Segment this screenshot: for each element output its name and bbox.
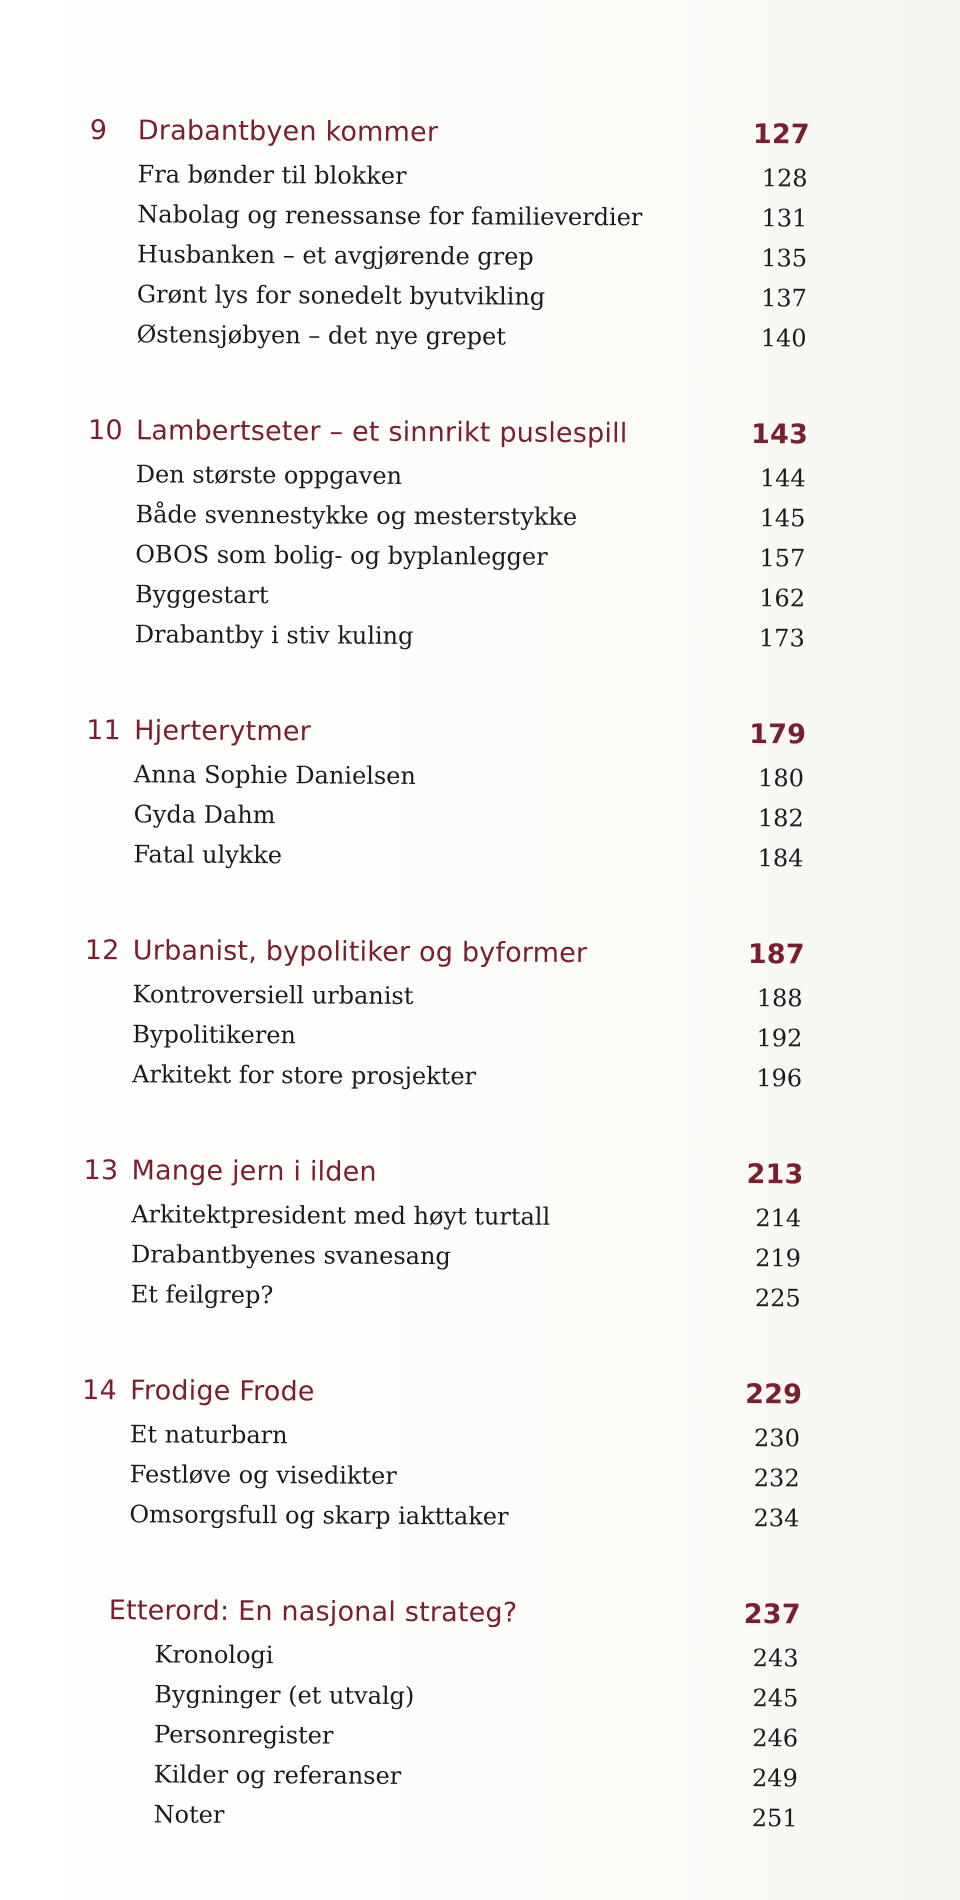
section-page-number: 230 [753,1424,800,1453]
section-page-number: 232 [753,1464,800,1493]
section-title: Et naturbarn [129,1420,288,1450]
section-title: Arkitektpresident med høyt turtall [131,1200,551,1231]
toc-section[interactable] [86,794,806,838]
toc-section[interactable] [82,1414,802,1458]
table-of-contents [79,108,810,1892]
toc-section[interactable] [89,154,809,198]
toc-section[interactable] [84,974,804,1018]
chapter-number: 12 [84,934,120,967]
chapter-number: 14 [82,1374,118,1407]
section-title: Personregister [153,1720,334,1750]
section-title: Byggestart [134,580,269,610]
toc-section[interactable] [80,1634,800,1678]
toc-section[interactable] [82,1454,802,1498]
chapter-heading[interactable] [82,1368,802,1418]
toc-chapter-10 [87,408,808,658]
toc-section[interactable] [83,1194,803,1238]
section-page-number: 234 [753,1504,800,1533]
toc-section[interactable] [83,1234,803,1278]
section-title: Drabantby i stiv kuling [134,620,414,650]
section-page-number: 145 [759,504,806,533]
section-page-number: 180 [758,764,805,793]
toc-chapter-12 [84,928,805,1098]
chapter-page-number: 237 [743,1599,801,1631]
toc-chapter-11 [85,708,806,878]
section-page-number: 140 [760,324,807,353]
section-title: Gyda Dahm [133,800,276,830]
section-title: Bypolitikeren [132,1020,296,1050]
chapter-page-number: 213 [746,1159,804,1191]
section-title: Omsorgsfull og skarp iakttaker [129,1500,509,1531]
toc-section[interactable] [87,494,807,538]
section-title: Kilder og referanser [153,1760,402,1790]
toc-section[interactable] [80,1674,800,1718]
section-title: Kontroversiell urbanist [132,980,414,1010]
section-page-number: 219 [755,1244,802,1273]
section-title: Festløve og visedikter [129,1460,397,1490]
toc-section[interactable] [83,1274,803,1318]
section-title: OBOS som bolig- og byplanlegger [135,540,548,571]
chapter-title: Urbanist, bypolitiker og byformer [132,935,588,970]
section-page-number: 184 [757,844,804,873]
section-page-number: 214 [755,1204,802,1233]
toc-section[interactable] [84,1054,804,1098]
section-title: Både svennestykke og mesterstykke [135,500,578,531]
toc-section[interactable] [84,1014,804,1058]
chapter-number: 9 [89,114,108,147]
toc-section[interactable] [89,234,809,278]
chapter-heading[interactable] [86,708,806,758]
section-page-number: 157 [759,544,806,573]
toc-section[interactable] [80,1754,800,1798]
section-page-number: 243 [752,1644,799,1673]
toc-section[interactable] [85,834,805,878]
toc-section[interactable] [80,1714,800,1758]
section-title: Kronologi [154,1640,274,1670]
toc-chapter-13 [83,1148,804,1318]
section-page-number: 249 [751,1764,798,1793]
chapter-page-number: 229 [745,1379,803,1411]
chapter-title: Etterord: En nasjonal strateg? [108,1595,518,1629]
section-page-number: 251 [751,1804,798,1833]
section-title: Arkitekt for store prosjekter [132,1060,477,1091]
section-title: Husbanken – et avgjørende grep [137,240,534,271]
section-title: Anna Sophie Danielsen [133,760,416,791]
section-page-number: 173 [758,624,805,653]
section-page-number: 188 [756,984,803,1013]
toc-afterword [79,1588,800,1838]
section-page-number: 162 [759,584,806,613]
chapter-title: Mange jern i ilden [131,1155,377,1188]
chapter-page-number: 187 [747,939,805,971]
toc-chapter-14 [81,1368,802,1538]
toc-section[interactable] [81,1494,801,1538]
chapter-heading[interactable] [90,108,810,158]
section-title: Den største oppgaven [135,460,403,490]
section-title: Fra bønder til blokker [137,160,407,190]
section-page-number: 245 [752,1684,799,1713]
chapter-title: Lambertseter – et sinnrikt puslespill [135,415,628,450]
section-page-number: 196 [756,1064,803,1093]
section-title: Bygninger (et utvalg) [154,1680,415,1711]
section-page-number: 182 [757,804,804,833]
section-title: Østensjøbyen – det nye grepet [136,320,506,351]
section-page-number: 225 [754,1284,801,1313]
chapter-page-number: 127 [752,119,810,151]
chapter-page-number: 179 [749,719,807,751]
section-page-number: 137 [760,284,807,313]
chapter-title: Drabantbyen kommer [137,115,439,149]
section-title: Et feilgrep? [130,1280,274,1310]
toc-section[interactable] [87,534,807,578]
chapter-heading[interactable] [81,1588,801,1638]
chapter-heading[interactable] [88,408,808,458]
chapter-number: 10 [87,414,123,447]
chapter-number: 11 [86,714,122,747]
section-page-number: 144 [759,464,806,493]
section-page-number: 131 [761,204,808,233]
toc-section[interactable] [88,454,808,498]
toc-section[interactable] [79,1794,799,1838]
chapter-heading[interactable] [83,1148,803,1198]
section-title: Noter [153,1800,225,1829]
section-title: Grønt lys for sonedelt byutvikling [136,280,546,311]
toc-section[interactable] [89,274,809,318]
toc-section[interactable] [88,314,808,358]
chapter-title: Hjerterytmer [134,715,312,748]
section-page-number: 246 [752,1724,799,1753]
toc-section[interactable] [86,754,806,798]
chapter-number: 13 [83,1154,119,1187]
section-title: Drabantbyenes svanesang [130,1240,451,1271]
section-page-number: 135 [761,244,808,273]
section-page-number: 128 [761,164,808,193]
section-title: Nabolag og renessanse for familieverdier [137,200,643,232]
toc-section[interactable] [87,574,807,618]
chapter-title: Frodige Frode [130,1375,315,1408]
section-page-number: 192 [756,1024,803,1053]
toc-section[interactable] [89,194,809,238]
section-title: Fatal ulykke [133,840,283,870]
chapter-page-number: 143 [750,419,809,451]
toc-chapter-9 [88,108,809,358]
toc-section[interactable] [87,614,807,658]
chapter-heading[interactable] [85,928,805,978]
